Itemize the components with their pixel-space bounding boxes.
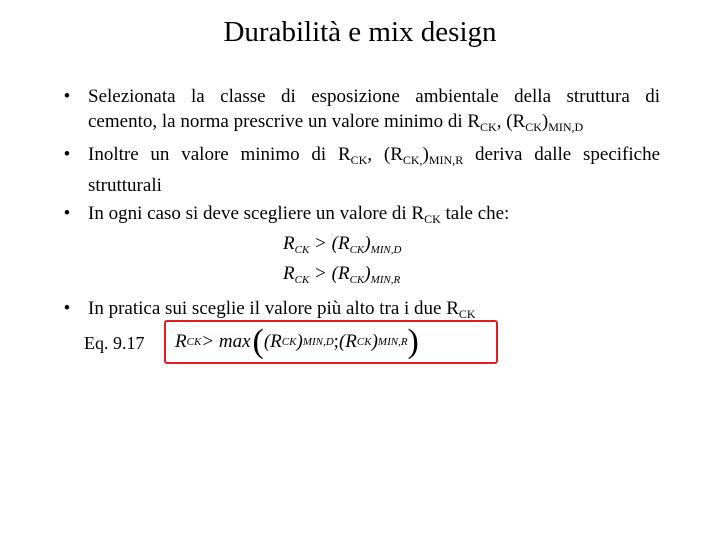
text: In ogni caso si deve scegliere un valore di R (88, 203, 425, 224)
subscript: CK (458, 307, 476, 321)
symbol: ) (364, 263, 371, 284)
bullet-list (60, 84, 660, 327)
inequality-1 (88, 232, 660, 262)
subscript: CK (349, 274, 365, 286)
text: Inoltre un valore minimo di R (88, 144, 351, 165)
subscript: CK (349, 244, 365, 256)
subscript: MIN,R (377, 336, 408, 348)
subscript: CK (356, 336, 372, 348)
bullet-item-1 (60, 84, 660, 140)
text: , (R (496, 111, 526, 132)
operator: > (R (309, 233, 350, 254)
operator: > (R (309, 263, 350, 284)
bullet-dot: • (63, 298, 71, 319)
big-paren-close: ) (407, 323, 419, 360)
subscript: CK (294, 274, 310, 286)
equation-box (164, 320, 498, 364)
subscript: MIN,D (370, 244, 402, 256)
bullet-1-line-1: Selezionata la classe di esposizione ambientale della struttura di (88, 86, 660, 107)
bullet-dot: • (63, 144, 71, 165)
equation-label: Eq. 9.17 (84, 333, 145, 353)
bullet-2-line-2: strutturali (88, 175, 162, 196)
text: ) (422, 144, 429, 165)
subscript: CK (480, 120, 497, 134)
subscript: CK, (402, 153, 423, 167)
big-paren-open: ( (252, 323, 264, 360)
subscript: CK (281, 336, 297, 348)
separator: ; (333, 331, 339, 352)
bullet-2-line-1 (88, 142, 660, 173)
symbol: R (283, 233, 295, 254)
subscript: CK (525, 120, 542, 134)
text: , (R (367, 144, 403, 165)
text: deriva dalle specifiche (463, 144, 661, 165)
bullet-item-3 (60, 201, 660, 292)
bullet-3-line-1 (88, 201, 660, 232)
bullet-dot: • (63, 86, 71, 107)
symbol: R (175, 331, 187, 352)
symbol: ) (364, 233, 371, 254)
subscript: MIN,R (428, 153, 464, 167)
bullet-1-line-2 (88, 109, 660, 140)
bullet-dot: • (63, 203, 71, 224)
symbol: R (283, 263, 295, 284)
subscript: MIN,D (548, 120, 584, 134)
symbol: ) (296, 331, 303, 352)
subscript: MIN,R (370, 274, 401, 286)
symbol: (R (263, 331, 282, 352)
text: In pratica sui sceglie il valore più alto tra i due R (88, 298, 459, 319)
subscript: CK (350, 153, 368, 167)
text: tale che: (440, 203, 510, 224)
symbol: (R (338, 331, 357, 352)
subscript: CK (186, 336, 202, 348)
subscript: MIN,D (302, 336, 334, 348)
slide-title: Durabilità e mix design (223, 16, 497, 48)
text: cemento, la norma prescrive un valore minimo di R (88, 111, 481, 132)
subscript: CK (294, 244, 310, 256)
operator: > max (201, 331, 251, 352)
bullet-item-2 (60, 142, 660, 198)
symbol: ) (371, 331, 378, 352)
text: ) (541, 111, 549, 132)
subscript: CK (424, 212, 441, 226)
inequality-2 (88, 262, 660, 292)
